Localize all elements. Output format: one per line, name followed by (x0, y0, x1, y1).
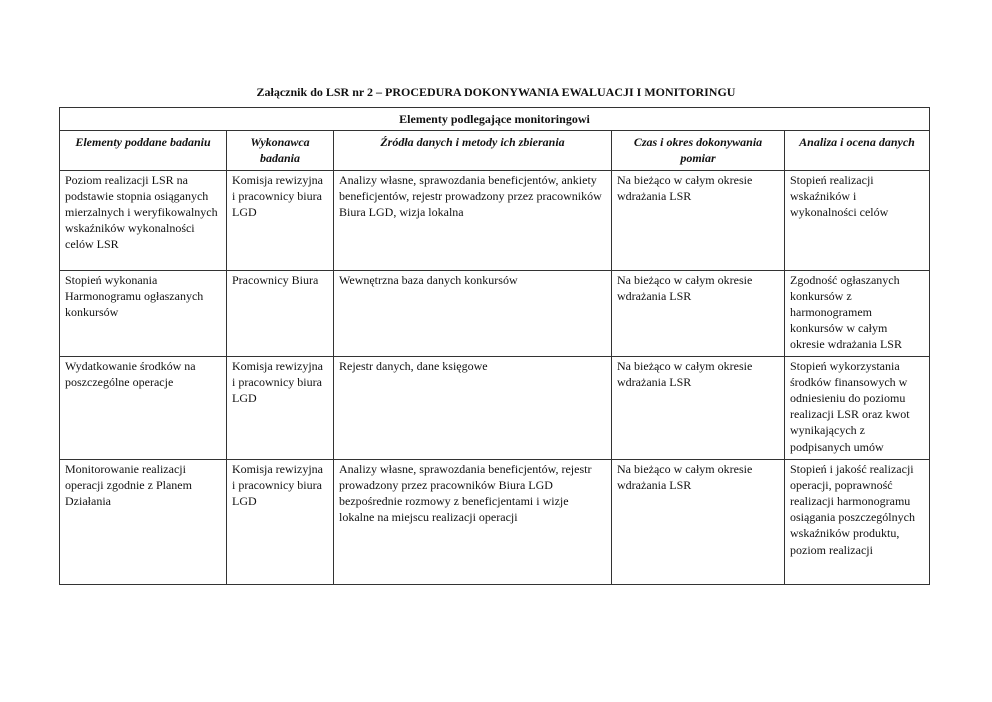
table-row (60, 270, 930, 356)
table-row (60, 459, 930, 584)
table-cell: Wydatkowanie środków na poszczególne operacje (60, 356, 227, 459)
table-cell: Stopień wykonania Harmonogramu ogłaszanych konkursów (60, 270, 227, 356)
page-title: Załącznik do LSR nr 2 – PROCEDURA DOKONYWANIA EWALUACJI I MONITORINGU (256, 85, 736, 99)
column-header-executor: Wykonawca badania (227, 131, 334, 170)
table-cell: Komisja rewizyjna i pracownicy biura LGD (227, 170, 334, 270)
monitoring-table (59, 107, 930, 585)
table-cell: Analizy własne, sprawozdania beneficjentów, rejestr prowadzony przez pracowników Biura LGD bezpośrednie rozmowy z beneficjentami i wizje lokalne na miejscu realizacji operacji (334, 459, 612, 584)
table-cell: Poziom realizacji LSR na podstawie stopnia osiąganych mierzalnych i weryfikowalnych wskaźników wykonalności celów LSR (60, 170, 227, 270)
table-row (60, 356, 930, 459)
column-header-data-sources: Źródła danych i metody ich zbierania (334, 131, 612, 170)
table-cell: Analizy własne, sprawozdania beneficjentów, ankiety beneficjentów, rejestr prowadzony przez pracowników Biura LGD, wizja lokalna (334, 170, 612, 270)
column-header-elements: Elementy poddane badaniu (60, 131, 227, 170)
table-cell: Stopień i jakość realizacji operacji, poprawność realizacji harmonogramu osiągania poszczególnych wskaźników produktu, poziom realizacji (785, 459, 930, 584)
table-cell: Wewnętrzna baza danych konkursów (334, 270, 612, 356)
table-cell: Pracownicy Biura (227, 270, 334, 356)
table-row (60, 170, 930, 270)
table-cell: Komisja rewizyjna i pracownicy biura LGD (227, 356, 334, 459)
table-cell: Na bieżąco w całym okresie wdrażania LSR (612, 270, 785, 356)
table-caption: Elementy podlegające monitoringowi (60, 108, 930, 131)
table-cell: Zgodność ogłaszanych konkursów z harmonogramem konkursów w całym okresie wdrażania LSR (785, 270, 930, 356)
table-cell: Stopień wykorzystania środków finansowych w odniesieniu do poziomu realizacji LSR oraz kwot wynikających z podpisanych umów (785, 356, 930, 459)
column-header-timing: Czas i okres dokonywania pomiar (612, 131, 785, 170)
table-cell: Na bieżąco w całym okresie wdrażania LSR (612, 459, 785, 584)
table-cell: Monitorowanie realizacji operacji zgodnie z Planem Działania (60, 459, 227, 584)
table-cell: Komisja rewizyjna i pracownicy biura LGD (227, 459, 334, 584)
table-cell: Rejestr danych, dane księgowe (334, 356, 612, 459)
table-cell: Na bieżąco w całym okresie wdrażania LSR (612, 356, 785, 459)
column-header-analysis: Analiza i ocena danych (785, 131, 930, 170)
table-cell: Na bieżąco w całym okresie wdrażania LSR (612, 170, 785, 270)
table-cell: Stopień realizacji wskaźników i wykonalności celów (785, 170, 930, 270)
